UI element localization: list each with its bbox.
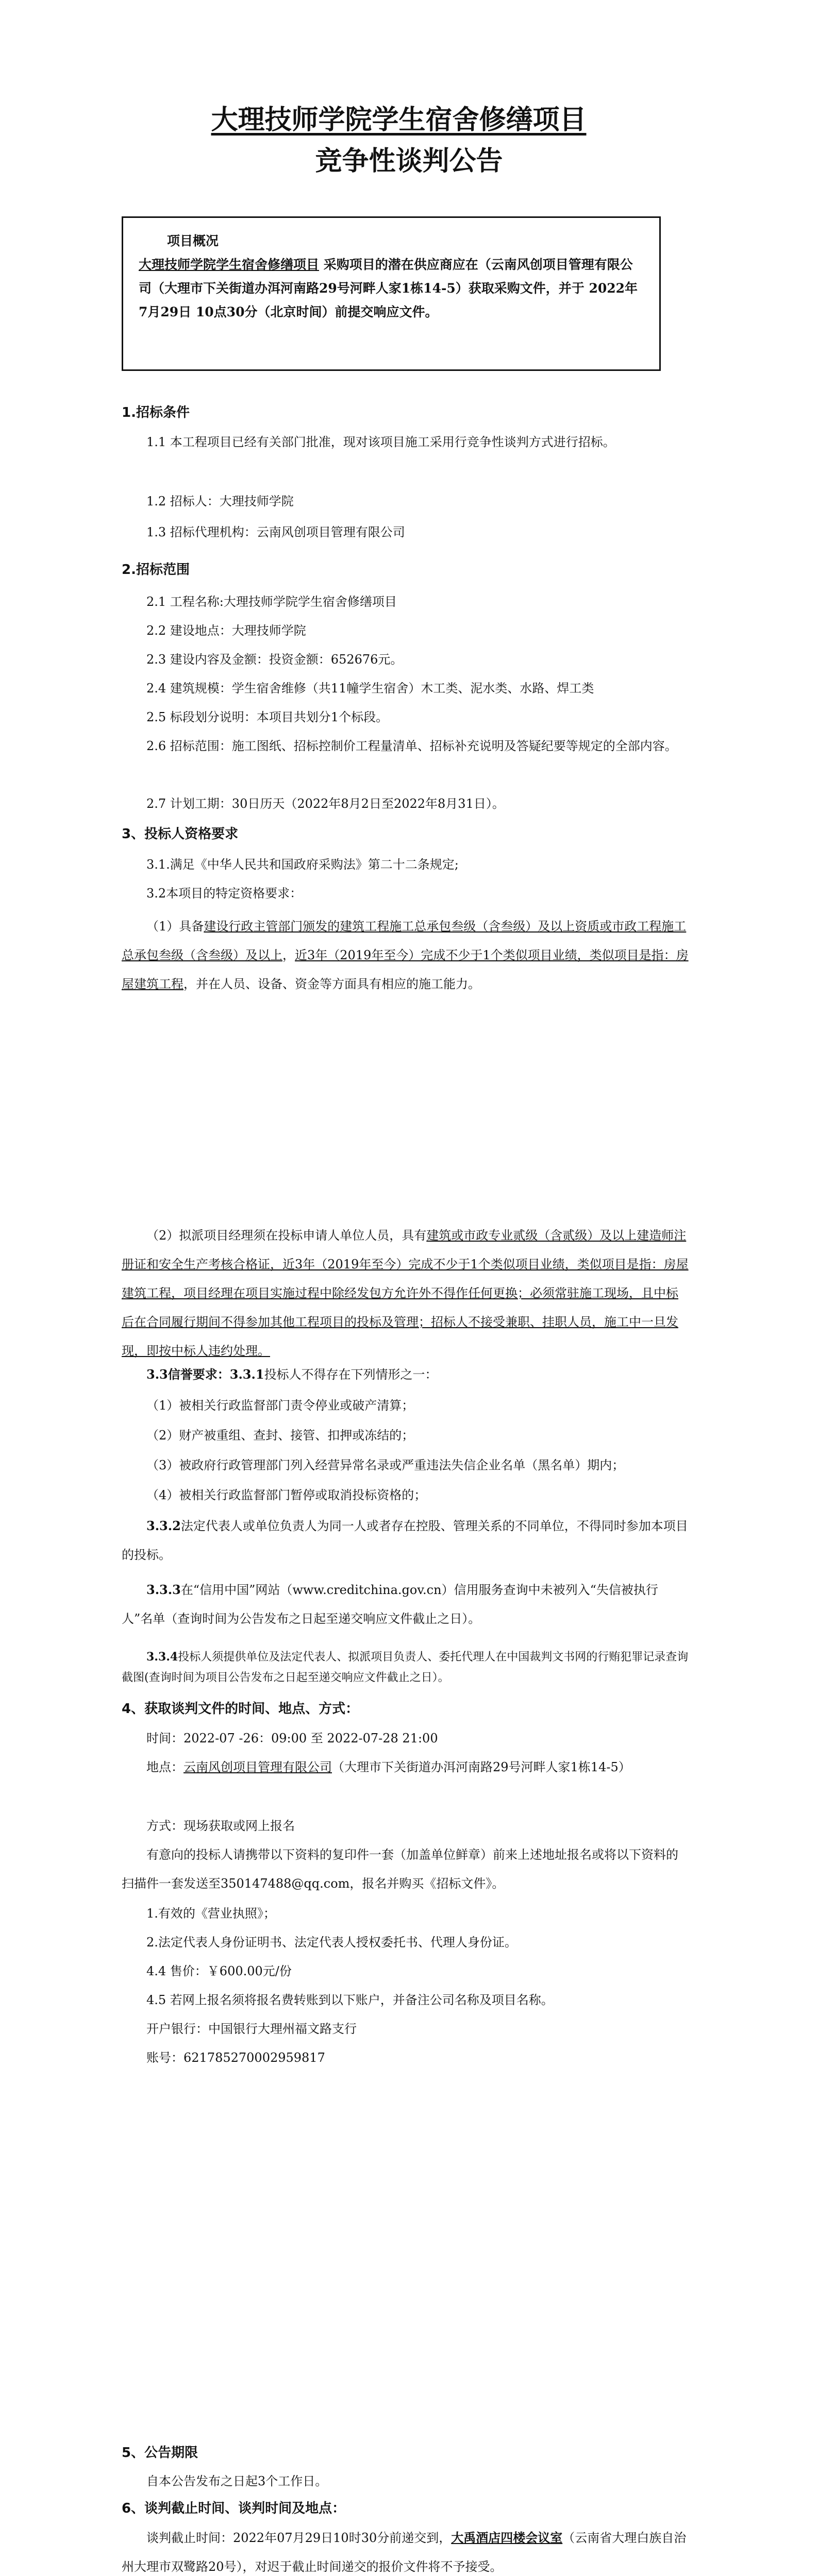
sec3-p1: 3.1.满足《中华人民共和国政府采购法》第二十二条规定;: [146, 857, 459, 872]
sec5-text: 自本公告发布之日起3个工作日。: [146, 2474, 328, 2488]
sec4-address-link[interactable]: 云南风创项目管理有限公司: [183, 1760, 332, 1774]
sec4-transfer-note: 4.5 若网上报名须将报名费转账到以下账户，并备注公司名称及项目名称。: [146, 1993, 554, 2007]
sec3-p332: 3.3.2法定代表人或单位负责人为同一人或者存在控股、管理关系的不同单位，不得同时参加本项目的投标。: [122, 1518, 688, 1562]
sec3-condition: （2）财产被重组、查封、接管、扣押或冻结的；: [146, 1428, 414, 1443]
document-title-line1: 大理技师学院学生宿舍修缮项目: [211, 105, 587, 135]
sec2-item: 2.3 建设内容及金额：投资金额：652676元。: [146, 652, 403, 667]
sec4-doc: 2.法定代表人身份证明书、法定代表人授权委托书、代理人身份证。: [146, 1935, 517, 1950]
sec4-intent: 有意向的投标人请携带以下资料的复印件一套（加盖单位鲜章）前来上述地址报名或将以下资料的扫描件一套发送至350147488@qq.com，报名并购买《招标文件》。: [122, 1848, 678, 1891]
sec6-deadline: 谈判截止时间：2022年07月29日10时30分前递交到，大禹酒店四楼会议室（云南省大理白族自治州大理市双鹭路20号），对迟于截止时间递交的报价文件将不予接受。: [122, 2530, 687, 2574]
sec3-condition: （1）被相关行政监督部门责令停业或破产清算；: [146, 1398, 414, 1413]
section-1-heading: 1.招标条件: [122, 405, 190, 420]
sec2-item: 2.4 建筑规模：学生宿舍维修（共11幢学生宿舍）木工类、泥水类、水路、焊工类: [146, 681, 594, 696]
project-overview-box: [122, 216, 661, 371]
sec2-item: 2.6 招标范围：施工图纸、招标控制价工程量清单、招标补充说明及答疑纪要等规定的全部内容。: [146, 739, 677, 753]
section-2-heading: 2.招标范围: [122, 562, 190, 578]
section-6-heading: 6、谈判截止时间、谈判时间及地点：: [122, 2501, 346, 2516]
sec4-doc: 1.有效的《营业执照》；: [146, 1906, 276, 1921]
section-4-heading: 4、获取谈判文件的时间、地点、方式：: [122, 1701, 359, 1717]
overview-project-name: 大理技师学院学生宿舍修缮项目: [139, 257, 320, 272]
sec2-item: 2.1 工程名称:大理技师学院学生宿舍修缮项目: [146, 595, 397, 609]
overview-body: 采购项目的潜在供应商应在（云南风创项目管理有限公司（大理市下关街道办洱河南路29号河畔人家1栋14-5）获取采购文件，并于 2022年7月29日 10点30分（北京时间）前提交响应文件。: [139, 257, 638, 319]
sec3-req1: （1）具备建设行政主管部门颁发的建筑工程施工总承包叁级（含叁级）及以上资质或市政工程施工总承包叁级（含叁级）及以上，近3年（2019年至今）完成不少于1个类似项目业绩，类似项目是指：房屋建筑工程，并在人员、设备、资金等方面具有相应的施工能力。: [122, 919, 689, 991]
overview-text: [139, 253, 644, 324]
sec4-bank: 开户银行：中国银行大理州福文路支行: [146, 2022, 357, 2036]
sec2-item: 2.5 标段划分说明：本项目共划分1个标段。: [146, 710, 389, 724]
sec1-p2: 1.2 招标人：大理技师学院: [146, 494, 294, 509]
sec3-p333: 3.3.3在“信用中国”网站（www.creditchina.gov.cn）信用服务查询中未被列入“失信被执行人”名单（查询时间为公告发布之日起至递交响应文件截止之日）。: [122, 1582, 658, 1626]
sec2-item: 2.7 计划工期：30日历天（2022年8月2日至2022年8月31日）。: [146, 796, 505, 811]
sec3-p33: 3.3信誉要求：3.3.1投标人不得存在下列情形之一：: [146, 1367, 438, 1382]
overview-heading: 项目概况: [167, 233, 219, 248]
sec4-account: 账号：621785270002959817: [146, 2050, 325, 2065]
sec3-condition: （3）被政府行政管理部门列入经营异常名录或严重违法失信企业名单（黑名单）期内；: [146, 1458, 625, 1472]
sec2-item: 2.2 建设地点：大理技师学院: [146, 623, 306, 638]
sec3-p334: 3.3.4投标人须提供单位及法定代表人、拟派项目负责人、委托代理人在中国裁判文书网的行贿犯罪记录查询截图(查询时间为项目公告发布之日起至递交响应文件截止之日）。: [122, 1650, 689, 1684]
section-3-heading: 3、投标人资格要求: [122, 826, 239, 842]
sec4-time: 时间：2022-07 -26：09:00 至 2022-07-28 21:00: [146, 1731, 438, 1745]
sec4-address: 地点：云南风创项目管理有限公司（大理市下关街道办洱河南路29号河畔人家1栋14-5）: [146, 1760, 631, 1774]
sec3-condition: （4）被相关行政监督部门暂停或取消投标资格的；: [146, 1488, 427, 1502]
sec3-p2: 3.2本项目的特定资格要求：: [146, 886, 303, 901]
sec3-req2: （2）拟派项目经理须在投标申请人单位人员，具有建筑或市政专业贰级（含贰级）及以上建造师注册证和安全生产考核合格证，近3年（2019年至今）完成不少于1个类似项目业绩，类似项目是指：房屋建筑工程，项目经理在项目实施过程中除经发包方允许外不得作任何更换；必须常驻施工现场，且中标后在合同履行期间不得参加其他工程项目的投标及管理；招标人不接受兼职、挂职人员，施工中一旦发现，即按中标人违约处理。: [122, 1228, 689, 1358]
sec1-p1: 1.1 本工程项目已经有关部门批准，现对该项目施工采用行竞争性谈判方式进行招标。: [146, 435, 615, 449]
sec4-price: 4.4 售价：￥600.00元/份: [146, 1964, 292, 1978]
section-5-heading: 5、公告期限: [122, 2445, 198, 2461]
sec4-method: 方式：现场获取或网上报名: [146, 1819, 295, 1833]
sec1-p3: 1.3 招标代理机构：云南风创项目管理有限公司: [146, 525, 405, 539]
document-title-line2: 竞争性谈判公告: [315, 146, 503, 177]
